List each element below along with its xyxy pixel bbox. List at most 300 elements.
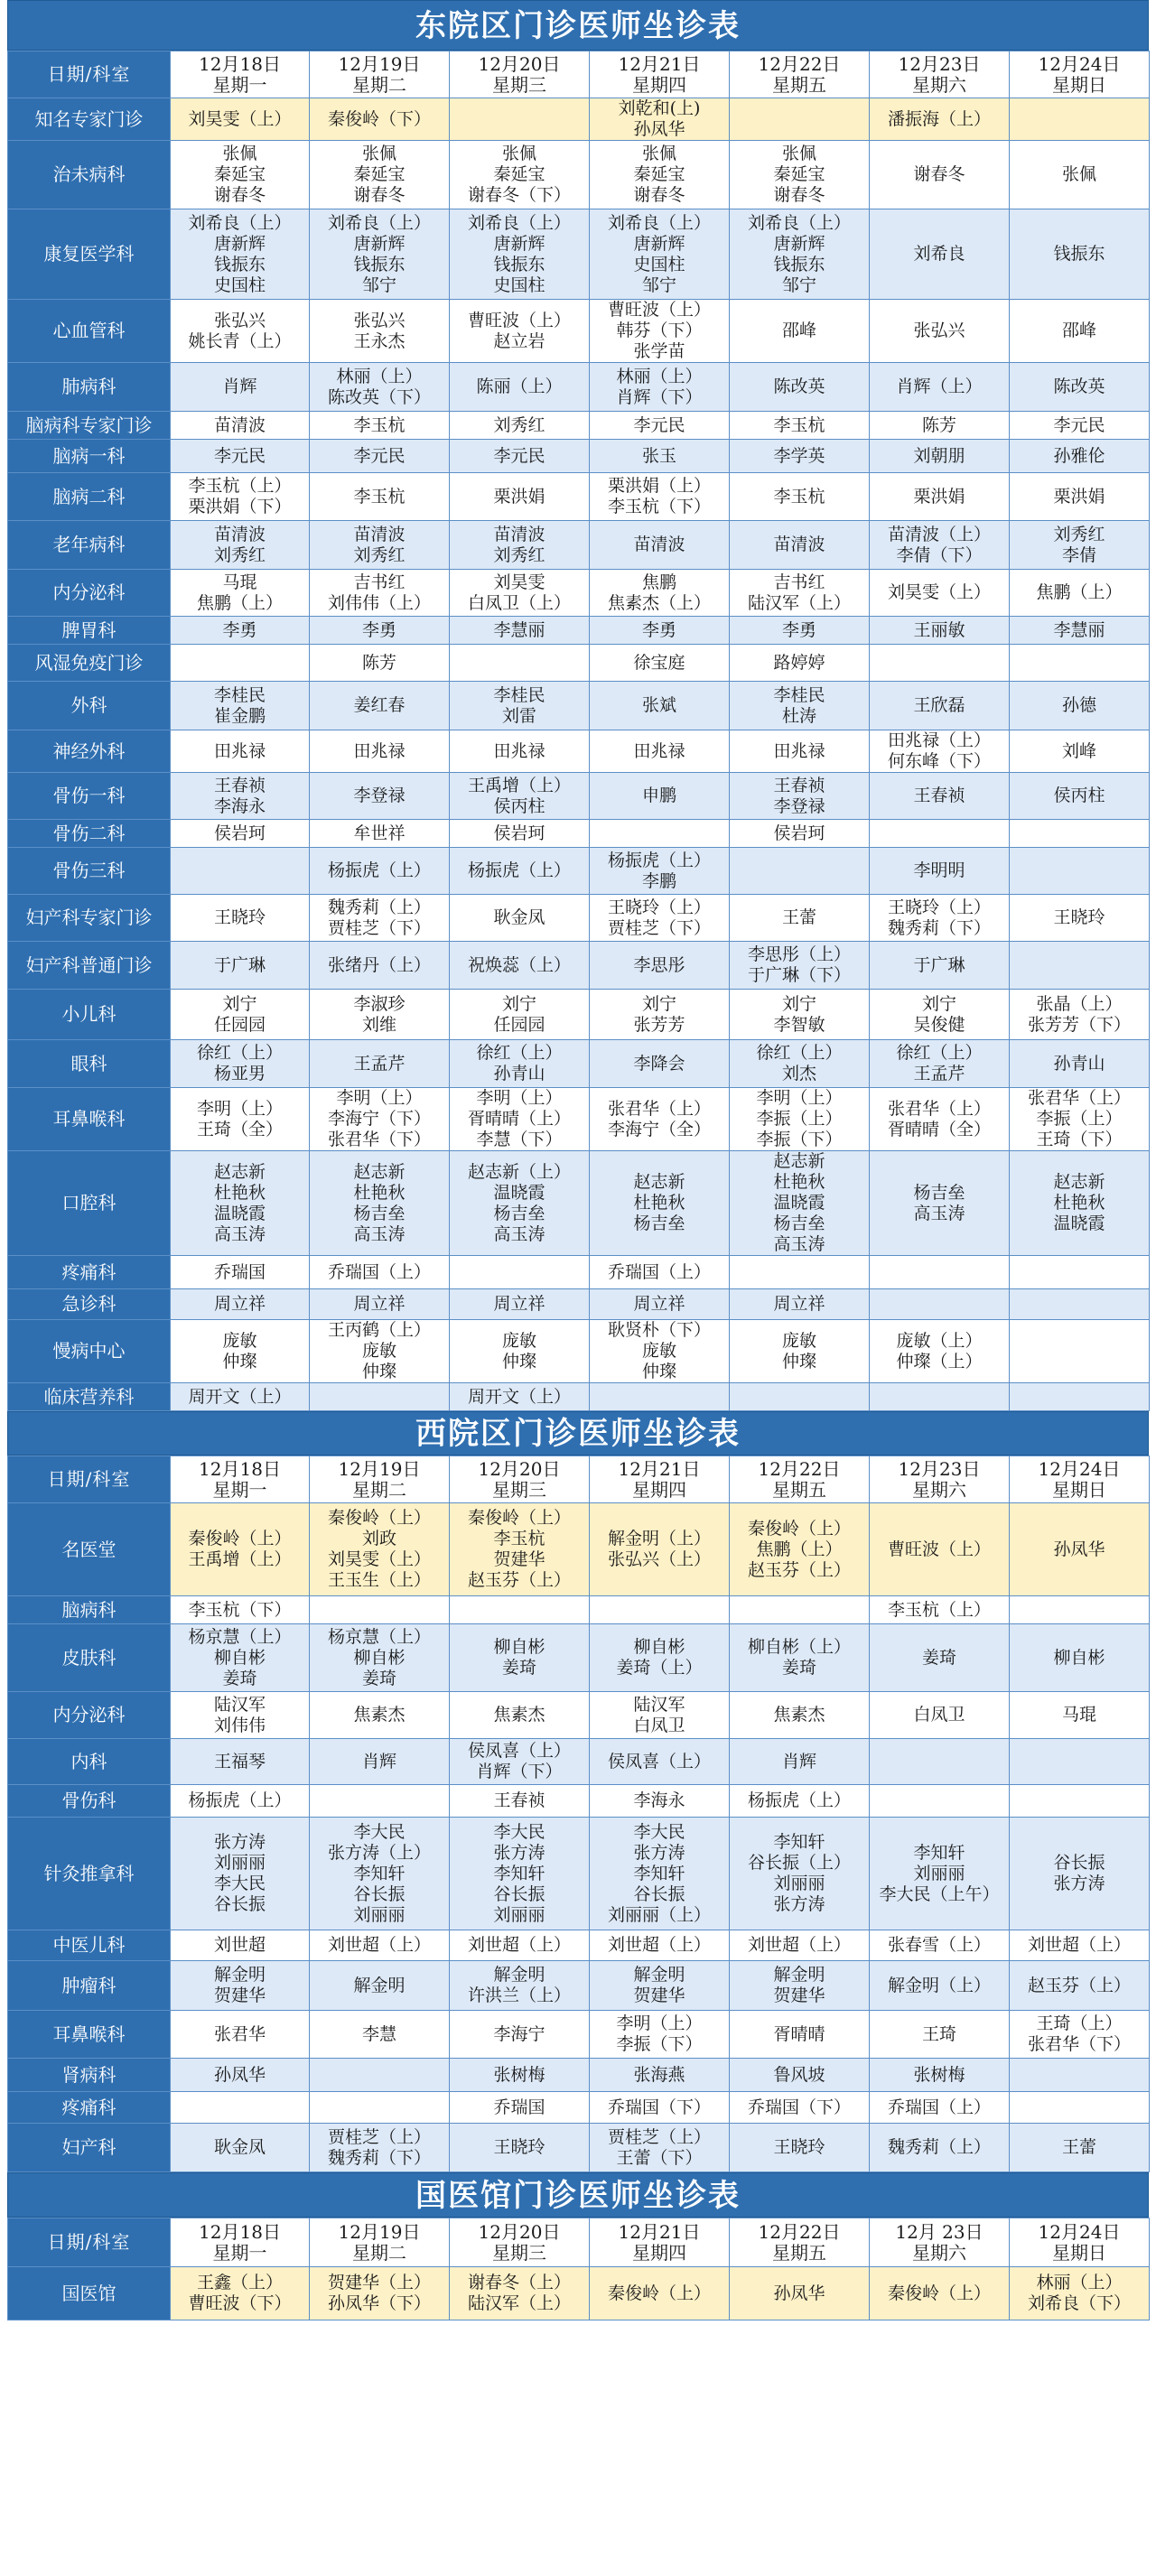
doctor-entry: 赵立岩 — [493, 330, 545, 351]
doctor-entry: 肖辉（下） — [476, 1762, 563, 1781]
doctor-entry: 魏秀莉（下） — [887, 917, 991, 938]
schedule-cell — [450, 570, 590, 617]
doctor-entry: 孙德 — [1061, 695, 1096, 715]
department-label: 外科 — [8, 682, 171, 730]
schedule-row — [8, 2267, 1150, 2320]
doctor-entry: 吴俊健 — [913, 1014, 965, 1035]
doctor-entry: 李慧丽 — [1053, 619, 1105, 640]
department-label: 骨伤一科 — [8, 773, 171, 820]
day-header-text: 12月24日 — [1038, 1457, 1121, 1480]
schedule-cell — [590, 773, 730, 820]
schedule-cell — [171, 2267, 310, 2320]
doctor-entry: 杜艳秋 — [633, 1193, 685, 1213]
schedule-cell — [870, 1818, 1010, 1930]
doctor-entry: 周立祥 — [493, 1294, 545, 1314]
schedule-cell — [310, 1692, 450, 1739]
day-header-text: 星期日 — [1052, 73, 1106, 96]
doctor-entry: 侯岩珂 — [213, 823, 266, 843]
schedule-cell — [590, 2059, 730, 2092]
doctor-entry: 田兆禄 — [353, 740, 406, 761]
schedule-cell — [310, 440, 450, 473]
schedule-cell — [450, 990, 590, 1040]
schedule-cell — [590, 2267, 730, 2320]
doctor-entry: 曹旺波（下） — [188, 2293, 292, 2313]
schedule-cell — [450, 848, 590, 895]
schedule-cell — [870, 1383, 1010, 1411]
schedule-cell — [870, 1320, 1010, 1383]
doctor-entry: 焦素杰 — [353, 1705, 406, 1725]
schedule-row — [8, 1256, 1150, 1289]
doctor-entry: 何东峰（下） — [887, 751, 991, 771]
schedule-cell — [870, 1739, 1010, 1785]
national-medicine-hall-schedule-table — [7, 2218, 1150, 2320]
department-label: 康复医学科 — [8, 209, 171, 300]
schedule-row — [8, 300, 1150, 363]
doctor-entry: 孙凤华 — [633, 119, 685, 139]
doctor-entry: 李玉杭 — [773, 486, 825, 507]
doctor-entry: 侯凤喜（上） — [607, 1751, 711, 1772]
doctor-entry: 张树梅 — [493, 2064, 545, 2085]
doctor-entry: 贾桂芝（下） — [327, 917, 431, 938]
doctor-entry: 路婷婷 — [773, 652, 825, 673]
day-header-text: 12月20日 — [478, 2220, 561, 2243]
schedule-cell — [590, 1256, 730, 1289]
schedule-cell — [1010, 1961, 1150, 2011]
doctor-entry: 姜琦 — [921, 1647, 956, 1668]
department-label: 疼痛科 — [8, 1256, 171, 1289]
day-header — [450, 51, 590, 98]
schedule-cell — [450, 942, 590, 990]
schedule-cell — [1010, 1739, 1150, 1785]
schedule-cell — [171, 1961, 310, 2011]
schedule-cell — [310, 2124, 450, 2172]
department-label: 妇产科 — [8, 2124, 171, 2172]
doctor-entry: 杜艳秋 — [353, 1182, 406, 1203]
doctor-entry: 焦鹏（上） — [196, 592, 283, 613]
doctor-entry: 解金明 — [493, 1965, 545, 1985]
doctor-entry: 刘雷 — [501, 705, 536, 726]
doctor-entry: 李慧 — [361, 2023, 396, 2044]
doctor-entry: 李勇 — [222, 619, 257, 640]
schedule-cell — [310, 645, 450, 682]
doctor-entry: 谢春冬（下） — [467, 185, 571, 205]
schedule-cell — [171, 1040, 310, 1088]
day-header-text: 12月24日 — [1038, 2220, 1121, 2243]
day-header-text: 星期五 — [772, 73, 826, 96]
schedule-cell — [1010, 412, 1150, 440]
department-label: 骨伤二科 — [8, 820, 171, 848]
schedule-cell — [730, 1383, 870, 1411]
department-label: 耳鼻喉科 — [8, 1088, 171, 1151]
day-header — [1010, 2218, 1150, 2267]
doctor-entry: 秦延宝 — [493, 164, 545, 184]
doctor-entry: 牟世祥 — [353, 823, 406, 843]
schedule-row — [8, 682, 1150, 730]
schedule-cell — [1010, 473, 1150, 521]
doctor-entry: 王孟芹 — [913, 1064, 965, 1083]
doctor-entry: 李大民 — [213, 1874, 266, 1893]
schedule-row — [8, 942, 1150, 990]
schedule-cell — [590, 1692, 730, 1739]
doctor-entry: 白凤卫 — [633, 1715, 685, 1735]
department-label: 临床营养科 — [8, 1383, 171, 1411]
schedule-row — [8, 617, 1150, 645]
day-header-text: 星期四 — [632, 73, 686, 96]
schedule-cell — [730, 473, 870, 521]
doctor-entry: 解金明 — [353, 1975, 406, 1995]
schedule-cell — [870, 1088, 1010, 1151]
doctor-entry: 赵玉芬（上） — [1027, 1975, 1131, 1995]
doctor-entry: 陈改英（下） — [327, 386, 431, 407]
department-label: 内分泌科 — [8, 1692, 171, 1739]
schedule-row — [8, 895, 1150, 942]
doctor-entry: 杜艳秋 — [213, 1182, 266, 1203]
doctor-entry: 申鹏 — [641, 786, 676, 805]
doctor-entry: 王琦（全） — [196, 1119, 283, 1139]
doctor-entry: 张佩 — [641, 144, 676, 163]
schedule-cell — [730, 848, 870, 895]
doctor-entry: 仲璨 — [641, 1362, 676, 1381]
day-header-text: 12月24日 — [1038, 52, 1121, 75]
doctor-entry: 王晓玲 — [773, 2137, 825, 2157]
schedule-cell — [171, 1289, 310, 1320]
doctor-entry: 刘伟伟 — [213, 1715, 266, 1735]
doctor-entry: 陈改英 — [773, 377, 825, 396]
schedule-cell — [310, 209, 450, 300]
doctor-entry: 刘世超（上） — [327, 1935, 431, 1955]
doctor-entry: 秦俊岭（上） — [887, 2283, 991, 2303]
schedule-row — [8, 1503, 1150, 1596]
doctor-entry: 张斌 — [641, 695, 676, 715]
doctor-entry: 张方涛 — [493, 1842, 545, 1863]
department-label: 疼痛科 — [8, 2092, 171, 2124]
doctor-entry: 高玉涛 — [213, 1223, 266, 1244]
doctor-entry: 焦鹏（上） — [1036, 582, 1123, 602]
schedule-cell — [590, 412, 730, 440]
doctor-entry: 张玉 — [641, 445, 676, 466]
doctor-entry: 李玉杭（下） — [607, 497, 711, 516]
doctor-entry: 胥晴晴（全） — [887, 1119, 991, 1139]
doctor-entry: 刘希良（上） — [607, 212, 711, 233]
schedule-cell — [171, 1818, 310, 1930]
schedule-cell — [310, 1088, 450, 1151]
doctor-entry: 焦素杰 — [773, 1705, 825, 1725]
doctor-entry: 刘秀红 — [1053, 524, 1105, 544]
doctor-entry: 乔瑞国（下） — [747, 2097, 851, 2117]
doctor-entry: 贾桂芝（上） — [327, 2126, 431, 2147]
doctor-entry: 秦俊岭（上） — [607, 2283, 711, 2303]
schedule-cell — [870, 617, 1010, 645]
doctor-entry: 秦延宝 — [773, 164, 825, 184]
schedule-cell — [171, 2124, 310, 2172]
doctor-entry: 李海永 — [633, 1790, 685, 1810]
header-row — [8, 2218, 1150, 2267]
schedule-cell — [171, 1503, 310, 1596]
doctor-entry: 杜艳秋 — [1053, 1193, 1105, 1213]
doctor-entry: 张弘兴 — [213, 310, 266, 330]
doctor-entry: 李倩（下） — [896, 544, 983, 565]
doctor-entry: 刘秀红 — [493, 414, 545, 435]
schedule-cell — [1010, 141, 1150, 209]
schedule-cell — [870, 1785, 1010, 1818]
doctor-entry: 唐新辉 — [353, 233, 406, 254]
day-header-text: 星期日 — [1052, 1478, 1106, 1501]
schedule-row — [8, 1320, 1150, 1383]
schedule-cell — [450, 98, 590, 141]
doctor-entry: 温晓霞 — [773, 1193, 825, 1213]
doctor-entry: 李学英 — [773, 445, 825, 466]
doctor-entry: 赵志新 — [213, 1161, 266, 1182]
doctor-entry: 周开文（上） — [467, 1386, 571, 1407]
schedule-cell — [310, 617, 450, 645]
day-header-text: 12月22日 — [758, 52, 841, 75]
department-label: 中医儿科 — [8, 1930, 171, 1961]
doctor-entry: 姜红春 — [353, 695, 406, 715]
doctor-entry: 刘峰 — [1061, 740, 1096, 761]
schedule-cell — [730, 1040, 870, 1088]
schedule-cell — [450, 209, 590, 300]
schedule-cell — [1010, 2124, 1150, 2172]
schedule-cell — [870, 1930, 1010, 1961]
doctor-entry: 张方涛 — [633, 1842, 685, 1863]
doctor-entry: 王晓玲 — [1053, 907, 1105, 927]
doctor-entry: 张芳芳 — [633, 1014, 685, 1035]
doctor-entry: 王琦（上） — [1036, 2013, 1123, 2033]
schedule-cell — [450, 521, 590, 570]
schedule-cell — [870, 141, 1010, 209]
schedule-cell — [450, 440, 590, 473]
day-header-text: 12月 23日 — [895, 2220, 984, 2243]
doctor-entry: 张佩 — [781, 144, 816, 163]
schedule-row — [8, 209, 1150, 300]
doctor-entry: 杨振虎（上） — [188, 1790, 292, 1810]
doctor-entry: 赵志新 — [353, 1161, 406, 1182]
doctor-entry: 柳自彬 — [633, 1637, 685, 1657]
schedule-cell — [590, 570, 730, 617]
schedule-cell — [870, 1151, 1010, 1256]
doctor-entry: 高玉涛 — [493, 1223, 545, 1244]
day-header — [730, 1456, 870, 1503]
schedule-cell — [450, 1624, 590, 1692]
schedule-row — [8, 363, 1150, 412]
day-header-text: 12月22日 — [758, 2220, 841, 2243]
schedule-cell — [590, 1739, 730, 1785]
doctor-entry: 王福琴 — [213, 1751, 266, 1772]
doctor-entry: 刘维 — [361, 1014, 396, 1035]
doctor-entry: 焦鹏 — [641, 572, 676, 592]
doctor-entry: 肖辉 — [222, 377, 257, 396]
schedule-row — [8, 2011, 1150, 2059]
doctor-entry: 刘希良（上） — [327, 212, 431, 233]
doctor-entry: 于广琳 — [913, 954, 965, 975]
doctor-entry: 王永杰 — [353, 330, 406, 351]
day-header-text: 星期一 — [212, 1478, 267, 1501]
schedule-cell — [450, 1503, 590, 1596]
schedule-cell — [450, 730, 590, 773]
schedule-cell — [310, 570, 450, 617]
schedule-cell — [1010, 1256, 1150, 1289]
doctor-entry: 曹旺波（上） — [607, 300, 711, 320]
schedule-row — [8, 1785, 1150, 1818]
doctor-entry: 王晓玲（上） — [887, 897, 991, 917]
doctor-entry: 崔金鹏 — [213, 705, 266, 726]
schedule-cell — [310, 1503, 450, 1596]
doctor-entry: 杨京慧（上） — [188, 1626, 292, 1647]
schedule-cell — [870, 1256, 1010, 1289]
schedule-cell — [590, 1151, 730, 1256]
schedule-cell — [171, 942, 310, 990]
schedule-cell — [590, 990, 730, 1040]
schedule-cell — [450, 1289, 590, 1320]
national-medicine-hall-title: 国医馆门诊医师坐诊表 — [7, 2172, 1149, 2218]
doctor-entry: 周开文（上） — [188, 1386, 292, 1407]
schedule-cell — [870, 1503, 1010, 1596]
schedule-cell — [1010, 1818, 1150, 1930]
schedule-cell — [450, 141, 590, 209]
schedule-cell — [870, 440, 1010, 473]
doctor-entry: 李玉杭 — [493, 1529, 545, 1548]
schedule-cell — [450, 1818, 590, 1930]
doctor-entry: 王晓玲（上） — [607, 897, 711, 917]
doctor-entry: 贺建华 — [213, 1985, 266, 2005]
doctor-entry: 潘振海（上） — [887, 108, 991, 129]
schedule-cell — [450, 1739, 590, 1785]
schedule-row — [8, 1040, 1150, 1088]
schedule-cell — [730, 2059, 870, 2092]
doctor-entry: 刘希良（上） — [747, 212, 851, 233]
schedule-cell — [730, 521, 870, 570]
department-label: 神经外科 — [8, 730, 171, 773]
schedule-cell — [730, 1256, 870, 1289]
doctor-entry: 乔瑞国（上） — [887, 2097, 991, 2117]
schedule-cell — [310, 98, 450, 141]
doctor-entry: 田兆禄 — [493, 740, 545, 761]
doctor-entry: 张君华（下） — [327, 1130, 431, 1149]
doctor-entry: 李元民 — [353, 445, 406, 466]
doctor-entry: 乔瑞国（下） — [607, 2097, 711, 2117]
day-header-text: 12月20日 — [478, 1457, 561, 1480]
doctor-entry: 肖辉 — [781, 1751, 816, 1772]
day-header — [171, 51, 310, 98]
doctor-entry: 孙凤华（下） — [327, 2293, 431, 2313]
doctor-entry: 周立祥 — [353, 1294, 406, 1314]
schedule-cell — [870, 2124, 1010, 2172]
doctor-entry: 张晶（上） — [1036, 993, 1123, 1014]
schedule-cell — [171, 773, 310, 820]
doctor-entry: 刘昊雯（上） — [887, 582, 991, 602]
schedule-cell — [870, 2011, 1010, 2059]
doctor-entry: 唐新辉 — [213, 233, 266, 254]
doctor-entry: 李慧（下） — [476, 1130, 563, 1149]
schedule-cell — [590, 1624, 730, 1692]
doctor-entry: 李振（下） — [756, 1130, 843, 1149]
doctor-entry: 乔瑞国 — [213, 1261, 266, 1282]
schedule-cell — [590, 1040, 730, 1088]
day-header-text: 星期三 — [492, 2241, 546, 2264]
schedule-cell — [171, 440, 310, 473]
doctor-entry: 李智敏 — [773, 1014, 825, 1035]
schedule-cell — [171, 1624, 310, 1692]
doctor-entry: 杜艳秋 — [773, 1172, 825, 1192]
doctor-entry: 李知轩 — [493, 1863, 545, 1883]
doctor-entry: 王丽敏 — [913, 619, 965, 640]
schedule-cell — [1010, 2011, 1150, 2059]
date-department-header: 日期/科室 — [8, 1456, 171, 1503]
doctor-entry: 解金明 — [213, 1965, 266, 1985]
schedule-cell — [450, 773, 590, 820]
doctor-entry: 贺建华（上） — [327, 2273, 431, 2292]
west-campus-schedule-table — [7, 1455, 1150, 2172]
doctor-entry: 谢春冬 — [353, 185, 406, 205]
schedule-cell — [590, 1503, 730, 1596]
doctor-entry: 史国柱 — [633, 254, 685, 274]
day-header — [1010, 1456, 1150, 1503]
schedule-cell — [730, 1818, 870, 1930]
doctor-entry: 张君华（上） — [1027, 1088, 1131, 1108]
doctor-entry: 魏秀莉（下） — [327, 2147, 431, 2168]
schedule-row — [8, 1818, 1150, 1930]
schedule-row — [8, 820, 1150, 848]
doctor-entry: 李明（上） — [196, 1098, 283, 1119]
doctor-entry: 秦延宝 — [213, 164, 266, 184]
doctor-entry: 侯岩珂 — [493, 823, 545, 843]
doctor-entry: 徐红（上） — [896, 1043, 983, 1063]
schedule-cell — [171, 1151, 310, 1256]
schedule-row — [8, 645, 1150, 682]
doctor-entry: 贺建华 — [633, 1985, 685, 2005]
schedule-row — [8, 1383, 1150, 1411]
schedule-row — [8, 98, 1150, 141]
doctor-entry: 杨振虎（上） — [467, 860, 571, 880]
doctor-entry: 杨振虎（上） — [327, 860, 431, 880]
day-header-text: 12月21日 — [618, 1457, 701, 1480]
schedule-cell — [590, 1785, 730, 1818]
department-label: 妇产科普通门诊 — [8, 942, 171, 990]
doctor-entry: 耿金凤 — [493, 907, 545, 927]
day-header — [870, 51, 1010, 98]
schedule-cell — [310, 1289, 450, 1320]
schedule-row — [8, 1692, 1150, 1739]
doctor-entry: 于广琳（下） — [747, 965, 851, 985]
doctor-entry: 谢春冬 — [633, 185, 685, 205]
doctor-entry: 张佩 — [361, 144, 396, 163]
schedule-cell — [590, 521, 730, 570]
day-header — [310, 51, 450, 98]
doctor-entry: 刘丽丽 — [913, 1863, 965, 1883]
schedule-cell — [450, 1692, 590, 1739]
day-header — [870, 2218, 1010, 2267]
department-label: 慢病中心 — [8, 1320, 171, 1383]
doctor-entry: 王蕾（下） — [616, 2147, 703, 2168]
schedule-cell — [450, 2124, 590, 2172]
doctor-entry: 林丽（上） — [616, 366, 703, 386]
schedule-cell — [730, 209, 870, 300]
day-header — [171, 1456, 310, 1503]
schedule-cell — [870, 300, 1010, 363]
schedule-cell — [171, 682, 310, 730]
day-header-text: 12月23日 — [898, 52, 981, 75]
doctor-entry: 邵峰 — [781, 321, 816, 340]
schedule-cell — [1010, 2059, 1150, 2092]
schedule-cell — [870, 942, 1010, 990]
schedule-cell — [450, 682, 590, 730]
schedule-row — [8, 2124, 1150, 2172]
doctor-entry: 柳自彬（上） — [747, 1637, 851, 1657]
department-label: 耳鼻喉科 — [8, 2011, 171, 2059]
schedule-cell — [730, 682, 870, 730]
schedule-cell — [730, 1596, 870, 1624]
schedule-cell — [450, 2267, 590, 2320]
